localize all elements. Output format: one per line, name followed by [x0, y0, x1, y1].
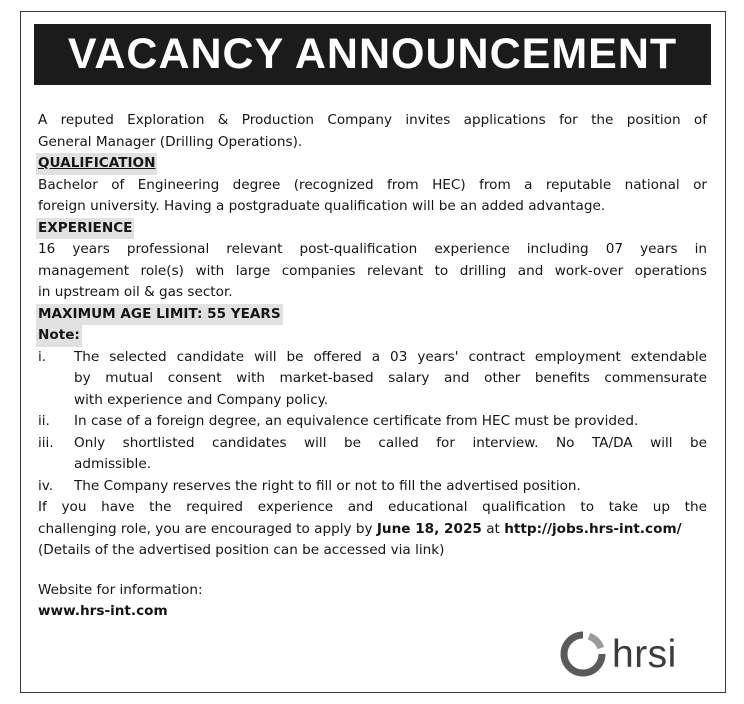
note-1-line-2: by mutual consent with market-based salary and other benefits commensurate	[74, 370, 707, 386]
note-number: ii.	[38, 413, 50, 429]
apply-line-2-mid: at	[481, 520, 505, 537]
experience-heading	[36, 218, 707, 240]
hrsi-logo	[558, 626, 713, 682]
experience-line-3: in upstream oil & gas sector.	[38, 284, 233, 300]
note-3-line-1: Only shortlisted candidates will be called for interview. No TA/DA will be	[74, 434, 707, 451]
intro-line-1: A reputed Exploration & Production Company invites applications for the position of	[38, 112, 707, 128]
experience-line-2: management role(s) with large companies relevant to drilling and work-over operations	[38, 262, 707, 279]
logo-text: hrsi	[612, 632, 677, 676]
note-3-line-2: admissible.	[74, 456, 152, 472]
website-label: Website for information:	[38, 581, 203, 598]
age-limit-text: MAXIMUM AGE LIMIT: 55 YEARS	[36, 304, 283, 326]
qualification-line-1: Bachelor of Engineering degree (recognized from HEC) from a reputable national or	[38, 176, 707, 193]
note-2-line-1: In case of a foreign degree, an equivalence certificate from HEC must be provided.	[74, 413, 639, 429]
apply-line-2	[38, 519, 707, 541]
age-limit-heading	[36, 304, 707, 326]
qualification-heading-text: QUALIFICATION	[36, 153, 157, 175]
qualification-heading	[36, 153, 707, 175]
application-deadline: June 18, 2025	[376, 520, 482, 537]
note-heading-text: Note:	[36, 325, 82, 347]
apply-line-1: If you have the required experience and educational qualification to take up the	[38, 499, 707, 515]
note-item	[38, 411, 707, 433]
announcement-body	[38, 110, 707, 623]
vacancy-announcement	[20, 11, 726, 693]
note-number: i.	[38, 348, 47, 365]
note-item	[38, 476, 707, 498]
experience-line-1: 16 years professional relevant post-qualification experience including 07 years in	[38, 241, 707, 257]
note-1-line-3: with experience and Company policy.	[74, 391, 329, 408]
note-item	[38, 347, 707, 412]
note-number: iii.	[38, 434, 54, 451]
apply-line-2-prefix: challenging role, you are encouraged to apply by	[38, 520, 377, 537]
note-number: iv.	[38, 477, 54, 494]
experience-heading-text: EXPERIENCE	[36, 218, 134, 240]
note-heading	[36, 325, 707, 347]
intro-line-2: General Manager (Drilling Operations).	[38, 133, 303, 150]
hrsi-ring-logo-icon	[558, 629, 608, 679]
qualification-line-2: foreign university. Having a postgraduate qualification will be an added advantage.	[38, 198, 606, 214]
note-item	[38, 433, 707, 476]
application-link[interactable]: http://jobs.hrs-int.com/	[504, 520, 682, 537]
note-4-line-1: The Company reserves the right to fill or not to fill the advertised position.	[74, 477, 581, 494]
website-link[interactable]: www.hrs-int.com	[38, 603, 168, 619]
apply-line-3: (Details of the advertised position can be accessed via link)	[38, 542, 445, 558]
page-title: VACANCY ANNOUNCEMENT	[34, 24, 711, 85]
note-1-line-1: The selected candidate will be offered a 03 years' contract employment extendable	[74, 348, 707, 365]
